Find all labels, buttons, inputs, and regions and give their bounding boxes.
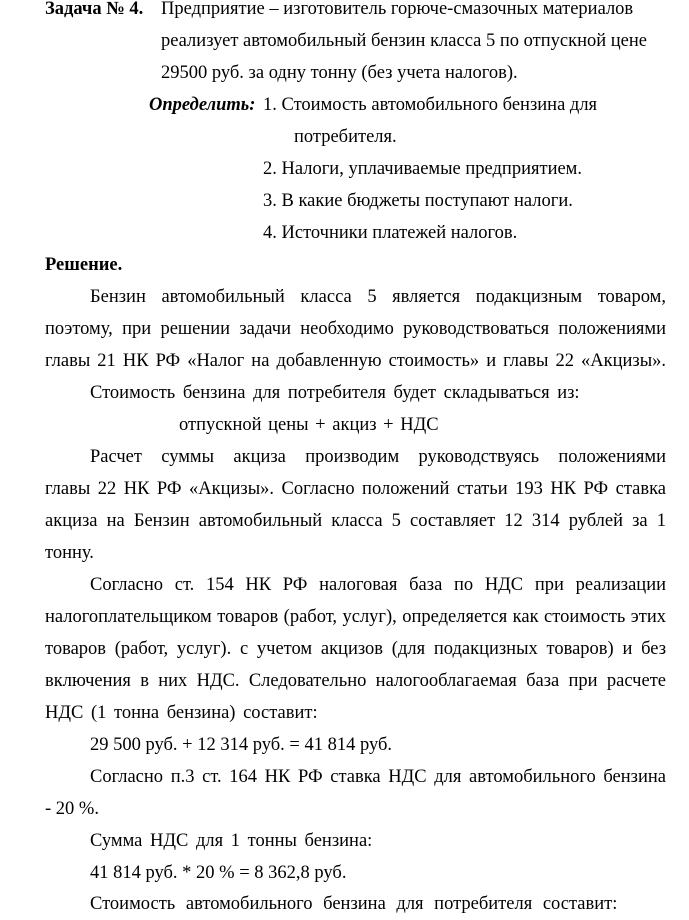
paragraph-6: Сумма НДС для 1 тонны бензина: — [90, 831, 373, 851]
question-4: 4. Источники платежей налогов. — [263, 223, 518, 243]
paragraph-3-line-1: Расчет суммы акциза производим руководствуясь положениями — [90, 447, 666, 467]
paragraph-4-line-3: товаров (работ, услуг). с учетом акцизов (для подакцизных товаров) и без — [45, 639, 666, 659]
task-condition-line-1: Предприятие – изготовитель горюче-смазочных материалов — [161, 0, 634, 19]
paragraph-4-line-5: НДС (1 тонна бензина) составит: — [45, 703, 318, 723]
cut-off-line — [90, 888, 660, 914]
paragraph-3-line-2: главы 22 НК РФ «Акцизы». Согласно положений статьи 193 НК РФ ставка — [45, 479, 666, 499]
paragraph-2: Стоимость бензина для потребителя будет складываться из: — [90, 383, 580, 403]
paragraph-3-line-3: акциза на Бензин автомобильный класса 5 составляет 12 314 рублей за 1 — [45, 511, 666, 531]
paragraph-4-line-1: Согласно ст. 154 НК РФ налоговая база по НДС при реализации — [90, 575, 666, 595]
paragraph-1-line-3: главы 21 НК РФ «Налог на добавленную стоимость» и главы 22 «Акцизы». — [45, 351, 666, 371]
question-1-line-2: потребителя. — [294, 127, 397, 147]
paragraph-4-line-4: включения в них НДС. Следовательно налогооблагаемая база при расчете — [45, 671, 666, 691]
paragraph-1-line-2: поэтому, при решении задачи необходимо руководствоваться положениями — [45, 319, 666, 339]
paragraph-3-line-4: тонну. — [45, 543, 94, 563]
question-3: 3. В какие бюджеты поступают налоги. — [263, 191, 573, 211]
paragraph-4-line-2: налогоплательщиком товаров (работ, услуг), определяется как стоимость этих — [45, 607, 666, 627]
solution-heading: Решение. — [45, 255, 123, 275]
formula-price-composition: отпускной цены + акциз + НДС — [179, 415, 439, 435]
paragraph-1-line-1: Бензин автомобильный класса 5 является подакцизным товаром, — [90, 287, 666, 307]
task-condition-line-3: 29500 руб. за одну тонну (без учета налогов). — [161, 63, 518, 83]
formula-vat-amount: 41 814 руб. * 20 % = 8 362,8 руб. — [90, 863, 347, 883]
question-1-line-1: 1. Стоимость автомобильного бензина для — [263, 95, 598, 115]
formula-tax-base: 29 500 руб. + 12 314 руб. = 41 814 руб. — [90, 735, 393, 755]
cut-off-line-text: Стоимость автомобильного бензина для потребителя составит: — [90, 894, 618, 914]
paragraph-5-line-2: - 20 %. — [45, 799, 99, 819]
task-heading: Задача № 4. — [45, 0, 144, 19]
question-2: 2. Налоги, уплачиваемые предприятием. — [263, 159, 583, 179]
paragraph-5-line-1: Согласно п.3 ст. 164 НК РФ ставка НДС для автомобильного бензина — [90, 767, 666, 787]
task-condition-line-2: реализует автомобильный бензин класса 5 по отпускной цене — [161, 31, 647, 51]
define-label: Определить: — [149, 95, 256, 115]
